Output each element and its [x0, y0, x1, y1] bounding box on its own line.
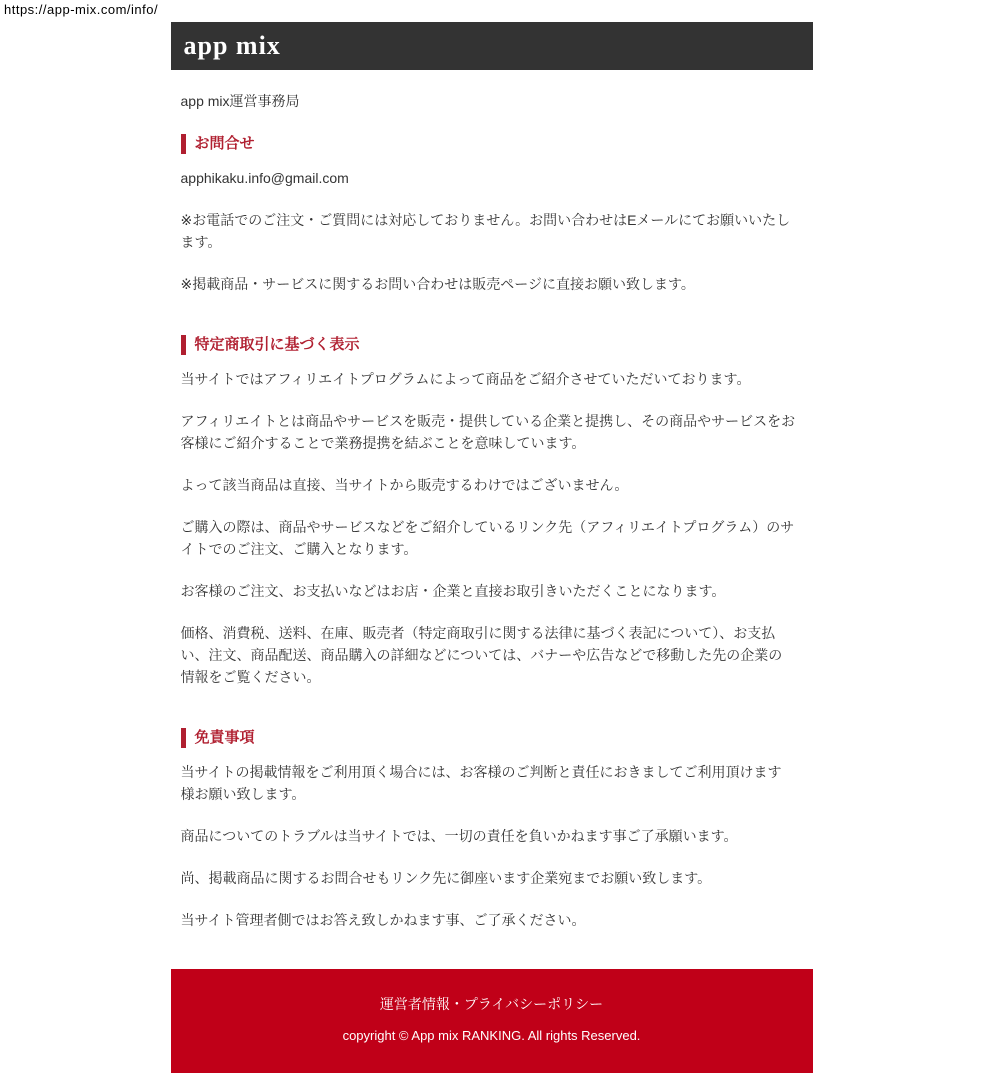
tokutei-paragraph: お客様のご注文、お支払いなどはお店・企業と直接お取引きいただくことになります。 — [180, 583, 726, 599]
main-content — [171, 90, 813, 931]
site-header — [171, 22, 813, 70]
section-commercial-transaction — [181, 335, 796, 688]
tokutei-paragraph: 当サイトではアフィリエイトプログラムによって商品をご紹介させていただいております。 — [180, 371, 751, 387]
contact-email: apphikaku.info@gmail.com — [180, 170, 349, 186]
commercial-transaction-heading: 特定商取引に基づく表示 — [181, 335, 796, 355]
footer-copyright: copyright © App mix RANKING. All rights Reserved. — [342, 1028, 641, 1043]
disclaimer-paragraph: 当サイト管理者側ではお答え致しかねます事、ご了承ください。 — [180, 912, 586, 928]
disclaimer-paragraph: 商品についてのトラブルは当サイトでは、一切の責任を負いかねます事ご了承願います。 — [180, 828, 738, 844]
contact-note: ※掲載商品・サービスに関するお問い合わせは販売ページに直接お願い致します。 — [180, 276, 695, 292]
section-disclaimer — [181, 728, 796, 931]
section-contact — [181, 134, 796, 295]
tokutei-paragraph: 価格、消費税、送料、在庫、販売者（特定商取引に関する法律に基づく表記について）、お支払い、注文、商品配送、商品購入の詳細などについては、バナーや広告などで移動した先の企業の情報をご覧ください。 — [180, 625, 783, 685]
tokutei-paragraph: ご購入の際は、商品やサービスなどをご紹介しているリンク先（アフィリエイトプログラム）のサイトでのご注文、ご購入となります。 — [180, 519, 795, 557]
contact-note: ※お電話でのご注文・ご質問には対応しておりません。お問い合わせはEメールにてお願いいたします。 — [180, 212, 791, 250]
page-url-label: https://app-mix.com/info/ — [4, 2, 159, 17]
disclaimer-paragraph: 尚、掲載商品に関するお問合せもリンク先に御座います企業宛までお願い致します。 — [180, 870, 712, 886]
disclaimer-paragraph: 当サイトの掲載情報をご利用頂く場合には、お客様のご判断と責任におきましてご利用頂けます様お願い致します。 — [180, 764, 782, 802]
footer-privacy-policy-link[interactable]: 運営者情報・プライバシーポリシー — [379, 996, 604, 1012]
page-container — [171, 0, 813, 1073]
disclaimer-heading: 免責事項 — [181, 728, 796, 748]
site-operator-text: app mix運営事務局 — [180, 93, 300, 109]
tokutei-paragraph: よって該当商品は直接、当サイトから販売するわけではございません。 — [180, 477, 629, 493]
site-footer — [171, 969, 813, 1073]
contact-heading: お問合せ — [181, 134, 796, 154]
site-logo: app mix — [183, 31, 281, 60]
tokutei-paragraph: アフィリエイトとは商品やサービスを販売・提供している企業と提携し、その商品やサービスをお客様にご紹介することで業務提携を結ぶことを意味しています。 — [180, 413, 796, 451]
